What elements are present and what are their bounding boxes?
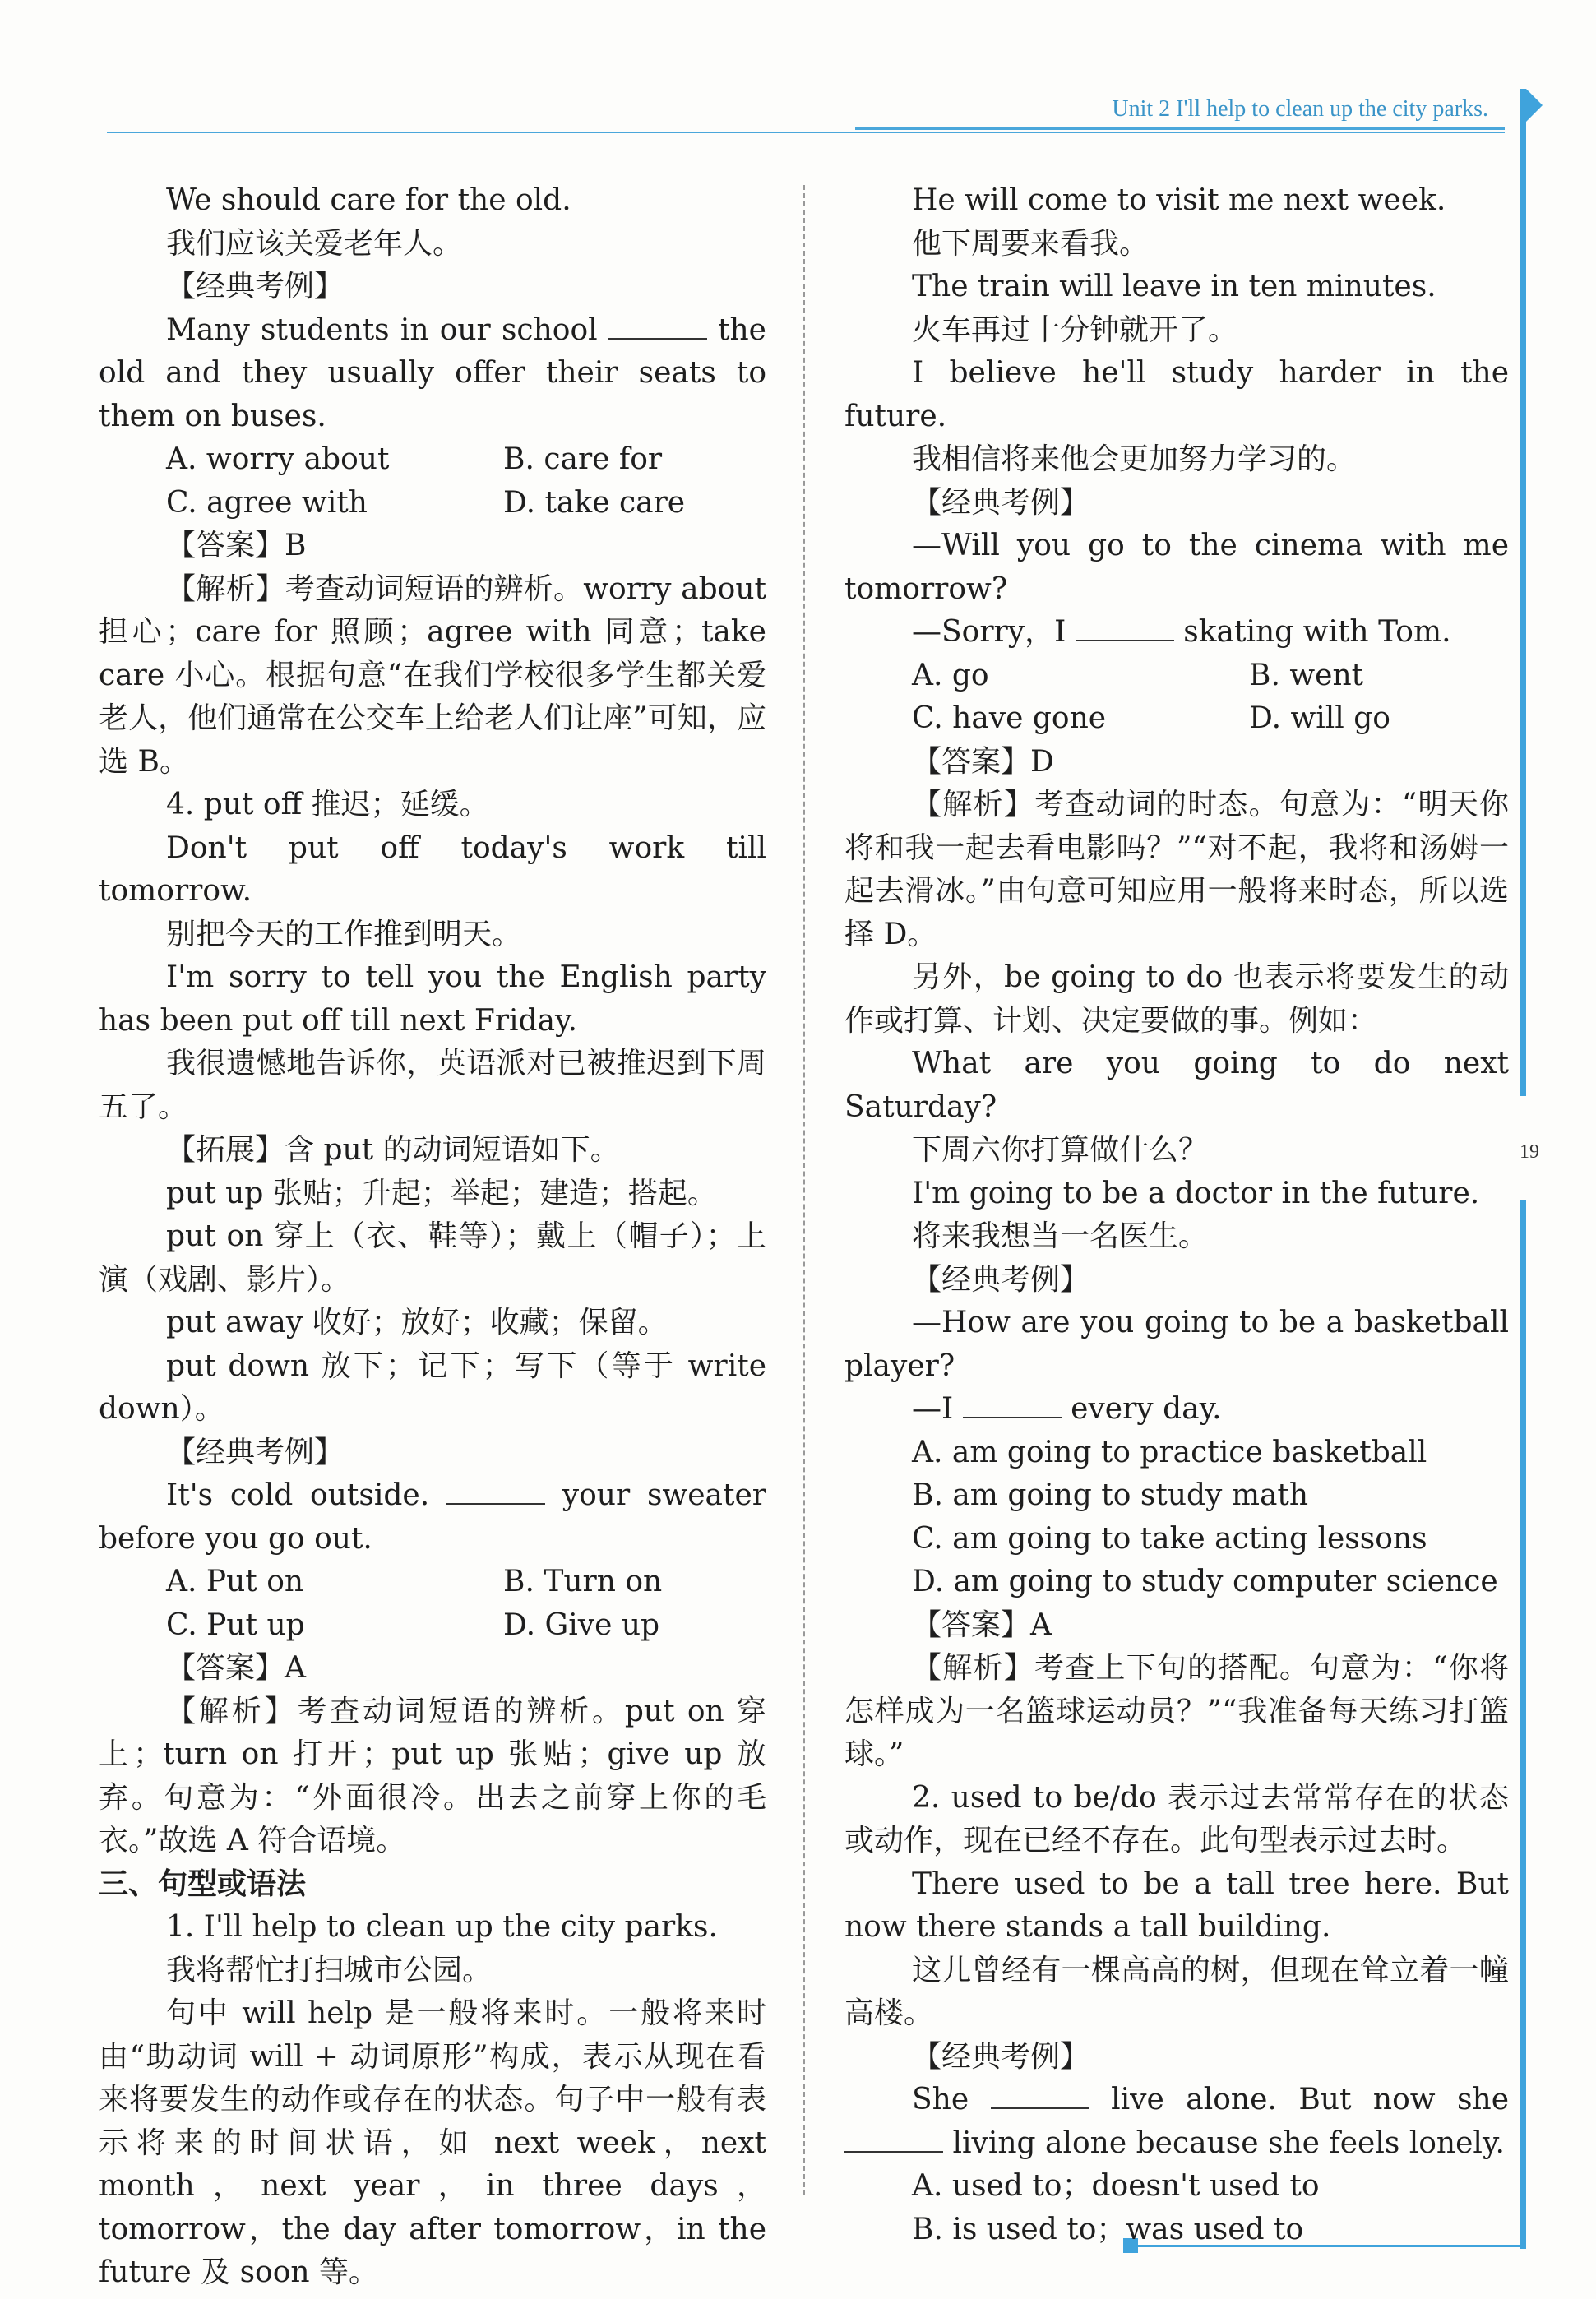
example-sentence: We should care for the old. xyxy=(166,183,571,217)
answer-blank xyxy=(963,1394,1062,1418)
phrase-item: put up 张贴；升起；举起；建造；搭起。 xyxy=(166,1176,717,1210)
phrase-item: put down 放下；记下；写下（等于 write down）。 xyxy=(99,1348,766,1426)
right-column xyxy=(844,179,1509,2251)
translation: 我们应该关爱老年人。 xyxy=(166,226,463,261)
translation: 将来我想当一名医生。 xyxy=(912,1219,1209,1253)
exercise-heading: 【经典考例】 xyxy=(912,2039,1090,2074)
question-text: your sweater before you go out. xyxy=(99,1478,766,1556)
options-row xyxy=(844,655,1509,698)
option: C. agree with xyxy=(166,485,368,520)
explanation: 【解析】考查动词短语的辨析。worry about担心；care for 照顾；agree with 同意；take care 小心。根据句意“在我们学校很多学生都关爱老人，他们通常在公交车上给老人们让座”可知，应选 B。 xyxy=(99,571,766,779)
exercise-question: —Will you go to the cinema with me tomorrow? xyxy=(844,529,1509,606)
answer-blank xyxy=(446,1480,545,1505)
question-text: —Sorry，I xyxy=(912,615,1066,649)
exercise-heading: 【经典考例】 xyxy=(912,1262,1090,1297)
option: D. am going to study computer science xyxy=(912,1565,1498,1598)
answer-blank xyxy=(991,2084,1089,2109)
exercise-question: —How are you going to be a basketball player? xyxy=(844,1306,1509,1383)
phrase-item: put away 收好；放好；收藏；保留。 xyxy=(166,1306,668,1339)
option: D. take care xyxy=(503,485,686,520)
options-row xyxy=(99,1561,766,1604)
option: B. went xyxy=(1249,658,1364,692)
translation: 他下周要来看我。 xyxy=(912,226,1150,261)
question-text: It's cold outside. xyxy=(166,1478,430,1512)
answer: 【答案】A xyxy=(912,1607,1052,1642)
question-text: —I xyxy=(912,1392,954,1426)
question-text: She xyxy=(912,2083,969,2116)
answer: 【答案】B xyxy=(166,529,307,562)
question-text: every day. xyxy=(1071,1392,1222,1426)
options-row xyxy=(99,482,766,525)
option: A. go xyxy=(912,658,989,692)
grammar-heading: 1. I'll help to clean up the city parks. xyxy=(166,1910,718,1944)
option: B. am going to study math xyxy=(912,1478,1309,1512)
example-sentence: Don't put off today's work till tomorrow. xyxy=(99,830,766,908)
example-sentence: The train will leave in ten minutes. xyxy=(912,270,1436,303)
translation: 火车再过十分钟就开了。 xyxy=(912,312,1238,347)
example-sentence: I believe he'll study harder in the future. xyxy=(844,356,1509,433)
translation: 我很遗憾地告诉你，英语派对已被推迟到下周五了。 xyxy=(99,1047,766,1124)
grammar-note: 另外，be going to do 也表示将要发生的动作或打算、计划、决定要做的事。例如： xyxy=(844,960,1509,1038)
question-text: live alone. But now she xyxy=(1111,2083,1510,2116)
option: C. Put up xyxy=(166,1607,305,1642)
options-row xyxy=(99,438,766,482)
example-sentence: I'm going to be a doctor in the future. xyxy=(912,1176,1480,1210)
grammar-heading: 2. used to be/do 表示过去常常存在的状态或动作，现在已经不存在。此句型表示过去时。 xyxy=(844,1780,1509,1857)
translation: 下周六你打算做什么？ xyxy=(912,1133,1209,1167)
header-title: Unit 2 I'll help to clean up the city parks. xyxy=(1112,96,1488,122)
question-text: Many students in our school xyxy=(166,312,598,347)
option: D. Give up xyxy=(503,1607,660,1642)
column-divider xyxy=(803,185,805,2195)
header-rule xyxy=(107,132,1505,133)
example-sentence: I'm sorry to tell you the English party has been put off till next Friday. xyxy=(99,960,766,1038)
answer-blank xyxy=(844,2128,943,2153)
option: A. am going to practice basketball xyxy=(912,1435,1427,1469)
option: D. will go xyxy=(1249,701,1390,735)
translation: 我将帮忙打扫城市公园。 xyxy=(166,1953,493,1987)
page-header xyxy=(855,89,1505,130)
section-heading: 三、句型或语法 xyxy=(99,1866,307,1901)
answer: 【答案】A xyxy=(166,1651,306,1685)
phrase-heading: 4. put off 推迟；延缓。 xyxy=(166,788,489,821)
left-column xyxy=(99,179,766,2295)
option: C. have gone xyxy=(912,701,1107,735)
answer-blank xyxy=(1076,617,1174,641)
exercise-question xyxy=(99,1474,766,1561)
option: A. used to；doesn't used to xyxy=(912,2169,1320,2203)
option: A. Put on xyxy=(166,1565,304,1598)
translation: 这儿曾经有一棵高高的树，但现在耸立着一幢高楼。 xyxy=(844,1953,1509,2030)
explanation: 【解析】考查动词的时态。句意为：“明天你将和我一起去看电影吗？”“对不起，我将和汤姆一起去滑冰。”由句意可知应用一般将来时态，所以选择 D。 xyxy=(844,788,1509,951)
translation: 别把今天的工作推到明天。 xyxy=(166,917,522,951)
option: A. worry about xyxy=(166,442,390,476)
question-text: the old and they usually offer their seats to them on buses. xyxy=(99,312,766,433)
option: C. am going to take acting lessons xyxy=(912,1521,1427,1556)
question-text: skating with Tom. xyxy=(1183,615,1451,649)
answer: 【答案】D xyxy=(912,744,1054,779)
option: B. care for xyxy=(503,442,663,476)
side-rail-top xyxy=(1520,89,1526,1096)
example-sentence: There used to be a tall tree here. But now there stands a tall building. xyxy=(844,1866,1509,1944)
phrase-item: put on 穿上（衣、鞋等）；戴上（帽子）；上演（戏剧、影片）。 xyxy=(99,1219,766,1297)
translation: 我相信将来他会更加努力学习的。 xyxy=(912,442,1357,476)
exercise-heading: 【经典考例】 xyxy=(166,270,345,303)
exercise-question xyxy=(844,611,1509,655)
example-sentence: He will come to visit me next week. xyxy=(912,183,1446,217)
page-number: 19 xyxy=(1520,1141,1539,1163)
question-text: living alone because she feels lonely. xyxy=(952,2126,1505,2160)
example-sentence: What are you going to do next Saturday? xyxy=(844,1047,1509,1124)
exercise-question xyxy=(844,2079,1509,2165)
explanation: 【解析】考查动词短语的辨析。put on 穿上；turn on 打开；put up 张贴；give up 放弃。句意为：“外面很冷。出去之前穿上你的毛衣。”故选 A 符合语境。 xyxy=(99,1694,766,1857)
exercise-question xyxy=(99,309,766,439)
rail-tab xyxy=(1526,89,1543,122)
options-row xyxy=(844,697,1509,741)
options-row xyxy=(99,1604,766,1648)
grammar-explanation: 句中 will help 是一般将来时。一般将来时由“助动词 will + 动词原形”构成，表示从现在看来将要发生的动作或存在的状态。句子中一般有表示将来的时间状语，如 next week，next month，next year，in three days，tomorrow，the day after tomorrow，in the future 及 soon 等。 xyxy=(99,1996,766,2289)
exercise-question xyxy=(844,1388,1509,1432)
option: B. is used to；was used to xyxy=(912,2212,1304,2246)
exercise-heading: 【经典考例】 xyxy=(912,485,1090,520)
answer-blank xyxy=(608,315,707,340)
side-rail-bottom xyxy=(1520,1200,1526,2249)
explanation: 【解析】考查上下句的搭配。句意为：“你将怎样成为一名篮球运动员？”“我准备每天练习打篮球。” xyxy=(844,1651,1509,1771)
option: B. Turn on xyxy=(503,1565,663,1598)
extension-heading: 【拓展】含 put 的动词短语如下。 xyxy=(166,1133,620,1167)
exercise-heading: 【经典考例】 xyxy=(166,1435,345,1469)
